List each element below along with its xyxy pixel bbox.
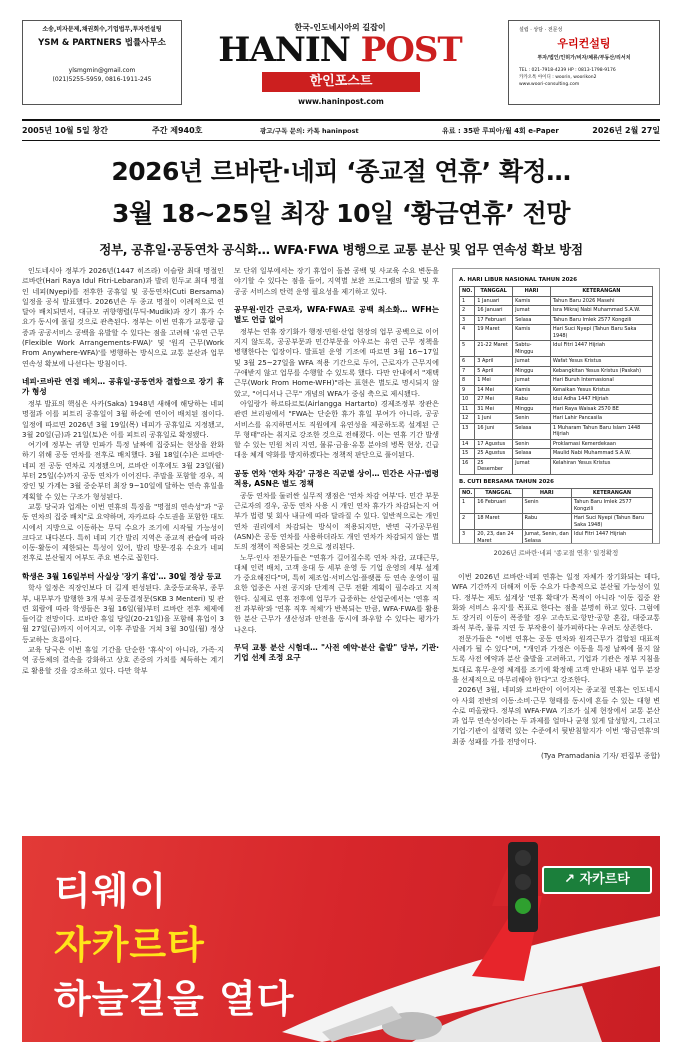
- table-row: [460, 341, 653, 357]
- info-strip: [22, 123, 660, 138]
- banner-line-2: 자카르타: [54, 923, 205, 967]
- col3-paragraph: 2026년 3월, 네피와 르바란이 이어지는 종교절 연휴는 인도네시아 사회 전반의 이동·소비·근무 형태를 동시에 흔들 수 있는 대형 변수로 떠올랐다. 정부의 WFA·FWA 기조가 실제 현장에서 교통 분산과 업무 연속성이라는 두 과제를 얼마나 균형 있게 달성할지, 그리고 기업·기관이 실행력 있는 수준에서 뒷받침할지가 이번 '황금연휴'의 최종 성패를 가를 전망이다.: [452, 685, 660, 746]
- table-cell: Hari Suci Nyepi (Tahun Baru Saka 1948): [550, 325, 652, 341]
- table-row: [460, 296, 653, 306]
- ad-woori-services: 투자/법인/인허가/비자/체류/부동산/리서치: [537, 55, 631, 61]
- table-cell: 1 Januari: [475, 296, 513, 306]
- table-cell: 16 Februari: [475, 498, 522, 514]
- table-cell: 15: [460, 449, 475, 459]
- table-header-cell: TANGGAL: [475, 488, 522, 498]
- table-cell: 16 Juni: [475, 423, 513, 439]
- ad-woori-name: 우리컨설팅: [557, 37, 611, 50]
- table-b-title: B. CUTI BERSAMA TAHUN 2026: [459, 478, 554, 485]
- table-cell: 31 Mei: [475, 404, 513, 414]
- table-cell: Idul Fitri 1447 Hijriah: [572, 530, 653, 545]
- table-cell: 1: [460, 296, 475, 306]
- ad-woori-consulting[interactable]: [508, 20, 660, 105]
- col2-paragraph: 노무·인사 전문가들은 "연휴가 길어질수록 연차 차감, 교대근무, 대체 인력 배치, 고객 응대 등 세부 운영 등 기업 운영의 세부 설계가 중요해진다"며, 특히 제조업·서비스업·플랫폼 등 연속 운영이 필요한 업종은 사전 공지와 단계적 근무 전환 계획이 필수라고 지적한다. 실제로 연휴 전후에 업무가 급증하는 산업군에서는 '연휴 직전 과부하'와 '연휴 직후 적체'가 반복되는 만큼, WFA·FWA를 활용한 분산 근무가 생산성과 안전을 동시에 좌우할 수 있다는 평가가 나온다.: [234, 552, 439, 634]
- table-row: [460, 315, 653, 325]
- col1-paragraph: 학사 일정은 직장인보다 더 길게 편성된다. 초중등교육부, 종무부, 내무부가 발행한 3개 부처 공동결정문(SKB 3 Menteri) 및 관련 회람에 따라 학생들은 3월 16일(월)부터 르바란 전후 체제에 들어갈 전망이다. 르바란 휴일 당일(20-21일)을 포함해 휴업이 3월 27일(금)까지 이어지고, 이후 주말을 거쳐 3월 30일(월) 정상 등교하는 흐름이다.: [22, 583, 224, 644]
- table-row: [460, 449, 653, 459]
- table-row: [460, 458, 653, 474]
- table-cell: Senin: [513, 414, 551, 424]
- table-row: [460, 395, 653, 405]
- ad-woori-kicker: 설립 · 상담 · 전문성: [519, 27, 563, 33]
- table-cell: Hari Lahir Pancasila: [550, 414, 652, 424]
- ad-woori-site: www.woori-consulting.com: [519, 82, 580, 87]
- col1-paragraph: 교통 당국과 업계는 이번 연휴의 특징을 "명절의 연속성"과 "공동 연차의 집중 배치"로 요약하며, 자카르타 수도권을 포함한 대도시에서 지방으로 이동하는 무딕 수요가 조기에 시작될 가능성이 크다고 내다본다. 특히 네피 기간 발리 지역은 종교적 관습에 따라 이동·활동이 제한되는 특성이 있어, 발리 방문·경유 수요가 네피 전후로 분산될지 여부도 주요 변수로 꼽힌다.: [22, 501, 224, 563]
- table-cell: 8: [460, 376, 475, 386]
- col1-subheading: 네피·르바란 연접 배치… 공휴일·공동연차 결합으로 장기 휴가 형성: [22, 376, 224, 397]
- strip-rule-top: [22, 119, 660, 121]
- col3-paragraph: 전문가들은 "이번 연휴는 공동 연차와 원격근무가 결합된 대표적 사례가 될 수 있다"며, "개인과 가정은 이동을 특정 날짜에 몰지 않도록 사전 예약과 분산 출발을 고려하고, 기업과 기관은 정부 지침을 토대로 휴무·운영 체계를 조기에 확정해 고객 안내와 내부 업무 분장을 선제적으로 마무리해야 한다"고 강조한다.: [452, 633, 660, 684]
- col1-paragraph: 정부 발표의 핵심은 사카(Saka) 1948년 새해에 해당하는 네피 명절과 이를 피트리 공휴일이 3월 하순에 연이어 배치된 점이다. 일정에 따르면 2026년 3월 19일(목) 네피가 공휴일로 지정됐고, 3월 20일(금)과 21일(토)은 이를 피트리 공휴일로 확정됐다.: [22, 398, 224, 439]
- table-cell: Senin: [522, 498, 571, 514]
- table-cell: Wafat Yesus Kristus: [550, 357, 652, 367]
- table-cell: 3: [460, 530, 475, 545]
- table-cell: 1: [460, 498, 475, 514]
- strip-issue: 주간 제940호: [152, 126, 203, 135]
- traffic-light-icon: [508, 842, 538, 932]
- masthead-tagline: 한국-인도네시아의 길잡이: [294, 23, 386, 32]
- table-row: [460, 498, 653, 514]
- table-cell: 7: [460, 366, 475, 376]
- table-cell: 18 Maret: [475, 514, 522, 530]
- collective-leave-table: [459, 488, 653, 545]
- col1-subheading: 학생은 3월 16일부터 사실상 '장기 휴업'… 30일 정상 등교: [22, 571, 222, 581]
- table-cell: Minggu: [513, 366, 551, 376]
- road-sign-label: ↗ 자카르타: [564, 872, 630, 887]
- table-cell: 11: [460, 404, 475, 414]
- col2-paragraph: 모 단위 일부에서는 장기 휴업이 돌봄 공백 및 사교육 수요 변동을 야기할 수 있다는 점을 들어, 지역별 보완 프로그램의 발굴 및 후 공공 서비스의 탄력 운영 필요성을 제기하고 있다.: [234, 266, 439, 296]
- headline-line-1: 2026년 르바란·네피 ‘종교절 연휴’ 확정…: [111, 157, 571, 186]
- table-cell: Hari Buruh Internasional: [550, 376, 652, 386]
- ad-woori-contact: TEL : 021-7918-4239 HP : 0813-1798-9176: [519, 68, 616, 73]
- table-cell: 1 Muharam Tahun Baru Islam 1448 Hijriah: [550, 423, 652, 439]
- table-cell: 25 Desember: [475, 458, 513, 474]
- ad-ysm-email: ylsmgmin@gmail.com: [68, 67, 136, 74]
- table-cell: Minggu: [513, 404, 551, 414]
- table-cell: Hari Suci Nyepi (Tahun Baru Saka 1948): [572, 514, 653, 530]
- masthead-url[interactable]: www.haninpost.com: [298, 97, 384, 106]
- col1-paragraph: 인도네시아 정부가 2026년(1447 히즈라) 이슬람 최대 명절인 르바란(Hari Raya Idul Fitri-Lebaran)과 발리 힌두교 최대 명절인 네피(Nyepi)를 전후한 공휴일 및 공동연차(Cuti Bersama) 일정을 공식 발표했다. 2026년은 두 종교 명절이 이례적으로 연달아 배치되면서, 대규모 귀향행렬(무딕-Mudik)과 장기 휴가 수요가 동시에 몰릴 것으로 관측된다. 정부는 이번 연휴가 교통량 급증과 공공서비스 공백을 유발할 수 있다는 점을 고려해 '유연 근무(Flexible Work Arrangements-FWA)' 및 '원격 근무(Work From Anywhere-WFA)'를 병행하는 방식으로 교통 분산과 업무 연속성 확보에 나선다는 방침이다.: [22, 266, 224, 368]
- national-holiday-table: [459, 286, 653, 475]
- table-cell: Maulid Nabi Muhammad S.A.W.: [550, 449, 652, 459]
- table-cell: Idul Adha 1447 Hijriah: [550, 395, 652, 405]
- table-row: [460, 530, 653, 545]
- table-row: [460, 439, 653, 449]
- table-cell: Kenaikan Yesus Kristus: [550, 385, 652, 395]
- subheadline: 정부, 공휴일·공동연차 공식화… WFA·FWA 병행으로 교통 분산 및 업무 연속성 확보 방점: [99, 242, 583, 257]
- table-cell: 14 Mei: [475, 385, 513, 395]
- table-cell: Rabu: [513, 395, 551, 405]
- table-cell: Sabtu-Minggu: [513, 341, 551, 357]
- table-cell: Jumat, Senin, dan Selasa: [522, 530, 571, 545]
- table-cell: 25 Agustus: [475, 449, 513, 459]
- table-cell: 1 Juni: [475, 414, 513, 424]
- table-cell: 20, 23, dan 24 Maret: [475, 530, 522, 545]
- tway-banner-ad[interactable]: [22, 836, 660, 1042]
- table-cell: Proklamasi Kemerdekaan: [550, 439, 652, 449]
- masthead-logo: [210, 31, 470, 69]
- table-cell: Kamis: [513, 296, 551, 306]
- table-a-title: A. HARI LIBUR NASIONAL TAHUN 2026: [459, 277, 578, 283]
- table-cell: 3: [460, 315, 475, 325]
- table-cell: Hari Raya Waisak 2570 BE: [550, 404, 652, 414]
- table-row: [460, 376, 653, 386]
- table-cell: 4: [460, 325, 475, 341]
- table-header-cell: HARI: [513, 287, 551, 297]
- table-cell: 19 Maret: [475, 325, 513, 341]
- table-cell: Tahun Baru Imlek 2577 Kongzili: [572, 498, 653, 514]
- table-cell: Idul Fitri 1447 Hijriah: [550, 341, 652, 357]
- col2-paragraph: 정부는 연휴 장기화가 행정·민원·산업 현장의 업무 공백으로 이어지지 않도록, 공공부문과 민간부문을 아우르는 유연 근무 정책을 병행한다는 입장이다. 발표된 운영 기조에 따르면 3월 16~17일 및 3월 25~27일을 WFA 적용 기간으로 두어, 근로자가 근무지에 구애받지 않고 업무를 수행할 수 있도록 했다. 다만 안내에서 "재택근무(Work From Home-WFH)"라는 표현은 별도로 명시되지 않았고, "어디서나 근무" 개념의 WFA가 중심 축으로 제시됐다.: [234, 326, 439, 398]
- col2-subheading: 공동 연차 '연차 차감' 규정은 직군별 상이… 민간은 사규·법령 적용, ASN은 별도 정책: [234, 468, 439, 489]
- col1-paragraph: 교육 당국은 이번 휴일 기간을 단순한 '휴식'이 아니라, 가족·지역 공동체의 결속을 강화하고 상호 존중의 가치를 체득하는 계기로 활용할 것을 강조하고 있다. 다만 학부: [22, 645, 224, 675]
- table-row: [460, 306, 653, 316]
- table-cell: 27 Mei: [475, 395, 513, 405]
- byline: (Tya Pramadania 기자/ 편집부 종합): [540, 751, 660, 761]
- strip-date: 2026년 2월 27일: [592, 126, 660, 135]
- table-row: [460, 385, 653, 395]
- table-cell: 14: [460, 439, 475, 449]
- ad-woori-kakao: 카카오톡 아이디 : woorin, woorikon2: [519, 75, 597, 80]
- table-row: [460, 366, 653, 376]
- road-sign-jakarta: [542, 866, 652, 894]
- holiday-table-figure: [452, 268, 660, 544]
- ad-ysm-services: 소송,비자문제,채권회수,기업법무,투자컨설팅: [42, 26, 162, 33]
- col3-paragraph: 이번 2026년 르바란·네피 연휴는 일정 자체가 장기화되는 데다, WFA 기간까지 더해져 이동 수요가 다층적으로 분산될 가능성이 있다. 정부는 제도 설계상 '연휴 확대'가 목적이 아니라 '이동 집중 완화와 서비스 유지'를 목표로 한다는 점을 분명히 하고 있다. 그럼에도 장거리 이동이 폭증할 경우 고속도로·항만·공항 혼잡, 대중교통 좌석 부족, 물류 지연 등 부작용이 불가피하다는 우려도 상존한다.: [452, 572, 660, 633]
- table-cell: 2: [460, 514, 475, 530]
- ad-ysm-phone: (021)5255-5959, 0816-1911-245: [52, 76, 152, 83]
- table-cell: 1 Mei: [475, 376, 513, 386]
- table-header-cell: KETERANGAN: [572, 488, 653, 498]
- table-cell: 5: [460, 341, 475, 357]
- table-cell: 16 Januari: [475, 306, 513, 316]
- banner-line-3: 하늘길을 열다: [54, 977, 295, 1021]
- table-cell: Jumat: [513, 458, 551, 474]
- ad-ysm-firm-name: YSM & PARTNERS 법률사무소: [38, 38, 166, 48]
- table-header-cell: NO.: [460, 488, 475, 498]
- table-caption: 2026년 르바란·네피 '종교절 연휴' 일정확정: [493, 549, 619, 557]
- table-cell: Selasa: [513, 315, 551, 325]
- table-cell: 17 Februari: [475, 315, 513, 325]
- col1-paragraph: 여기에 정부는 귀향 인파가 특정 날짜에 집중되는 현상을 완화하기 위해 공동 연차를 전후로 배치했다. 3월 18일(수)은 르바란·네피 전 공동 연차로 지정됐으며, 르바란 이후에도 3월 23일(월)부터 25일(수)까지 공동 연차가 이어진다. 주말을 포함할 경우, 직장인 및 가계는 3월 중순부터 최장 9~10일에 달하는 연속 휴일을 계획할 수 있는 구조가 형성된다.: [22, 440, 224, 501]
- table-cell: Senin: [513, 439, 551, 449]
- table-cell: 17 Agustus: [475, 439, 513, 449]
- table-row: [460, 404, 653, 414]
- table-row: [460, 325, 653, 341]
- banner-line-1: 티웨이: [54, 869, 168, 913]
- table-cell: 10: [460, 395, 475, 405]
- table-cell: Isra Mikraj Nabi Muhammad S.A.W.: [550, 306, 652, 316]
- table-row: [460, 414, 653, 424]
- col2-paragraph: 공동 연차를 둘러싼 실무적 쟁점은 '연차 차감 여부'다. 민간 부문 근로자의 경우, 공동 연차 사용 시 개인 연차 휴가가 차감되는지 여부가 법령 및 회사 내규에 따라 달라질 수 있다. 일반적으로는 개인 연차 권리에서 차감되는 방식이 적용되지만, 반면 국가공무원(ASN)은 공동 연차를 사용하더라도 개인 연차가 차감되지 않는 별도의 정책이 적용되는 것으로 정리된다.: [234, 490, 439, 552]
- table-cell: Jumat: [513, 376, 551, 386]
- table-header-cell: TANGGAL: [475, 287, 513, 297]
- col2-subheading: 공무원·민간 근로자, WFA·FWA로 공백 최소화… WFH는 별도 언급 없어: [234, 304, 439, 325]
- logo-hanin: HANIN: [218, 30, 361, 70]
- table-cell: Selasa: [513, 449, 551, 459]
- table-cell: Tahun Baru 2026 Masehi: [550, 296, 652, 306]
- table-cell: Kebangkitan Yesus Kristus (Paskah): [550, 366, 652, 376]
- strip-founded: 2005년 10월 5일 창간: [22, 126, 108, 135]
- table-cell: Kelahiran Yesus Kristus: [550, 458, 652, 474]
- strip-contact: 광고/구독 문의: 카톡 haninpost: [260, 127, 359, 135]
- table-cell: 5 April: [475, 366, 513, 376]
- table-cell: Rabu: [522, 514, 571, 530]
- article-column-3: [452, 572, 660, 822]
- col2-subheading: 무딕 교통 분산 시험대… "사전 예약·분산 출발" 당부, 기관·기업 선제 조정 요구: [234, 642, 439, 663]
- article-column-1: [22, 266, 224, 789]
- strip-price: 유료 : 35판 루피아/월 4회 e-Paper: [442, 126, 559, 135]
- table-cell: Selasa: [513, 423, 551, 439]
- table-cell: 21-22 Maret: [475, 341, 513, 357]
- table-row: [460, 357, 653, 367]
- table-header-cell: KETERANGAN: [550, 287, 652, 297]
- table-cell: 13: [460, 423, 475, 439]
- table-header-cell: HARI: [522, 488, 571, 498]
- strip-rule-bottom: [22, 140, 660, 141]
- masthead-korean-title: 한인포스트: [309, 74, 373, 89]
- table-cell: Kamis: [513, 385, 551, 395]
- table-cell: 3 April: [475, 357, 513, 367]
- table-cell: Jumat: [513, 357, 551, 367]
- headline-line-2: 3월 18~25일 최장 10일 ‘황금연휴’ 전망: [112, 199, 570, 228]
- table-row: [460, 423, 653, 439]
- table-cell: 6: [460, 357, 475, 367]
- table-cell: 2: [460, 306, 475, 316]
- masthead-korean-bar: [262, 72, 420, 92]
- table-cell: Jumat: [513, 306, 551, 316]
- table-cell: Tahun Baru Imlek 2577 Kongzili: [550, 315, 652, 325]
- table-row: [460, 514, 653, 530]
- col2-paragraph: 아일랑가 하르타르토(Airlangga Hartarto) 경제조정부 장관은 관련 브리핑에서 "FWA는 단순한 휴가 휴일 부여가 아니라, 공공 서비스를 유지하면서도 직원에게 유연성을 제공하도록 설계된 근무 형태"라는 취지로 강조한 것으로 전해졌다. 이는 연휴 기간 발생할 수 있는 민원 처리 지연, 물류·금융·유통 분야의 병목 현상, 긴급 대응 체계 약화를 방지하겠다는 정책적 판단으로 풀이된다.: [234, 398, 439, 460]
- article-column-2: [234, 266, 439, 826]
- table-cell: 9: [460, 385, 475, 395]
- ad-ysm-partners[interactable]: [22, 20, 182, 105]
- table-cell: 16: [460, 458, 475, 474]
- logo-post: POST: [360, 30, 462, 70]
- table-header-cell: NO.: [460, 287, 475, 297]
- table-cell: Kamis: [513, 325, 551, 341]
- table-cell: 12: [460, 414, 475, 424]
